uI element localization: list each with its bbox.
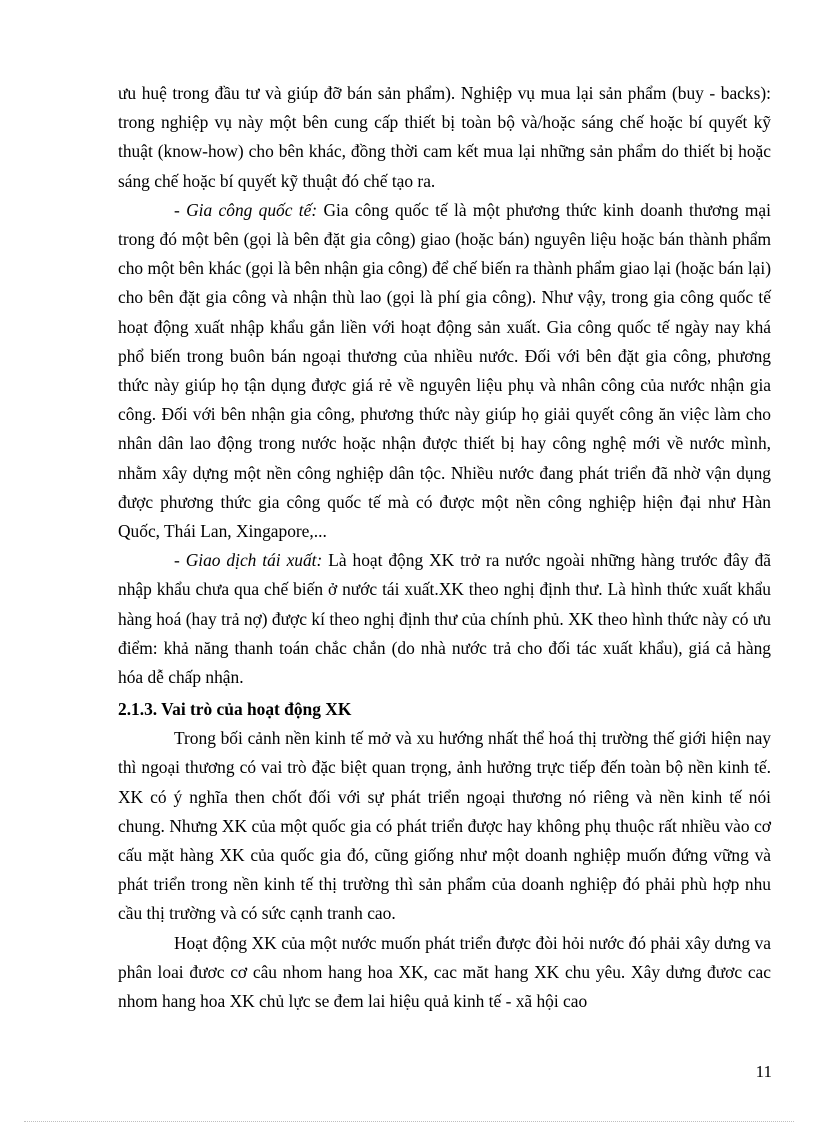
term-giao-dich-tai-xuat: - Giao dịch tái xuất: xyxy=(174,550,323,571)
paragraph-phat-trien: Hoạt động XK của một nước muốn phát triển được đòi hỏi nước đó phải xây dưng va phân loai đươc cơ câu nhom hang hoa XK, cac măt hang XK chu yêu. Xây dưng đươc cac nhom hang hoa XK chủ lực se đem lai hiệu quả kinh tế - xã hội cao xyxy=(118,932,771,1012)
page-number: 11 xyxy=(755,1062,772,1081)
paragraph-gia-cong-quoc-te xyxy=(118,196,771,546)
paragraph-tai-xuat-body: Là hoạt động XK trở ra nước ngoài những hàng trước đây đã nhập khẩu chưa qua chế biến ở nước tái xuất.XK theo nghị định thư. Là hình thức xuất khẩu hàng hoá (hay trả nợ) được kí theo nghị định thư của chính phủ. XK theo hình thức này có ưu điểm: khả năng thanh toán chắc chắn (do nhà nước trả cho đối tác xuất khẩu), giá cả hàng hóa dễ chấp nhận. xyxy=(118,550,772,688)
paragraph-gia-cong-body: Gia công quốc tế là một phương thức kinh doanh thương mại trong đó một bên (gọi là bên đặt gia công) giao (hoặc bán) nguyên liệu hoặc bán thành phẩm cho một bên khác (gọi là bên nhận gia công) để chế biến ra thành phẩm giao lại (hoặc bán lại) cho bên đặt gia công và nhận thù lao (gọi là phí gia công). Như vậy, trong gia công quốc tế hoạt động xuất nhập khẩu gắn liền với hoạt động sản xuất. Gia công quốc tế ngày nay khá phổ biến trong buôn bán ngoại thương của nhiều nước. Đối với bên đặt gia công, phương thức này giúp họ tận dụng được giá rẻ về nguyên liệu phụ và nhân công của nước nhận gia công. Đối với bên nhận gia công, phương thức này giúp họ giải quyết công ăn việc làm cho nhân dân lao động trong nước hoặc nhận được thiết bị hay công nghệ mới về nước mình, nhằm xây dựng một nền công nghiệp dân tộc. Nhiều nước đang phát triển đã nhờ vận dụng được phương thức gia công quốc tế mà có được một nền công nghiệp hiện đại như Hàn Quốc, Thái Lan, Xingapore,... xyxy=(118,199,771,542)
page-body xyxy=(118,79,771,1016)
paragraph-vai-tro: Trong bối cảnh nền kinh tế mở và xu hướng nhất thể hoá thị trường thế giới hiện nay thì ngoại thương có vai trò đặc biệt quan trọng, ảnh hưởng trực tiếp đến toàn bộ nền kinh tế. XK có ý nghĩa then chốt đối với sự phát triển ngoại thương nó riêng và nền kinh tế nói chung. Nhưng XK của một quốc gia có phát triển được hay không phụ thuộc rất nhiều vào cơ cấu mặt hàng XK của quốc gia đó, cũng giống như một doanh nghiệp muốn đứng vững và phát triển trong nền kinh tế thị trường thì sản phẩm của doanh nghiệp đó phải phù hợp nhu cầu thị trường và có sức cạnh tranh cao. xyxy=(118,728,771,924)
paragraph-buy-backs: ưu huệ trong đầu tư và giúp đỡ bán sản phẩm). Nghiệp vụ mua lại sản phẩm (buy - backs): trong nghiệp vụ này một bên cung cấp thiết bị toàn bộ và/hoặc sáng chế hoặc bí quyết kỹ thuật (know-how) cho bên khác, đồng thời cam kết mua lại những sản phẩm do thiết bị hoặc sáng chế hoặc bí quyết kỹ thuật đó chế tạo ra. xyxy=(118,83,771,191)
page-bottom-divider xyxy=(24,1121,794,1122)
section-heading: 2.1.3. Vai trò của hoạt động XK xyxy=(118,699,352,720)
paragraph-giao-dich-tai-xuat xyxy=(118,546,771,692)
term-gia-cong-quoc-te: - Gia công quốc tế: xyxy=(174,199,318,220)
